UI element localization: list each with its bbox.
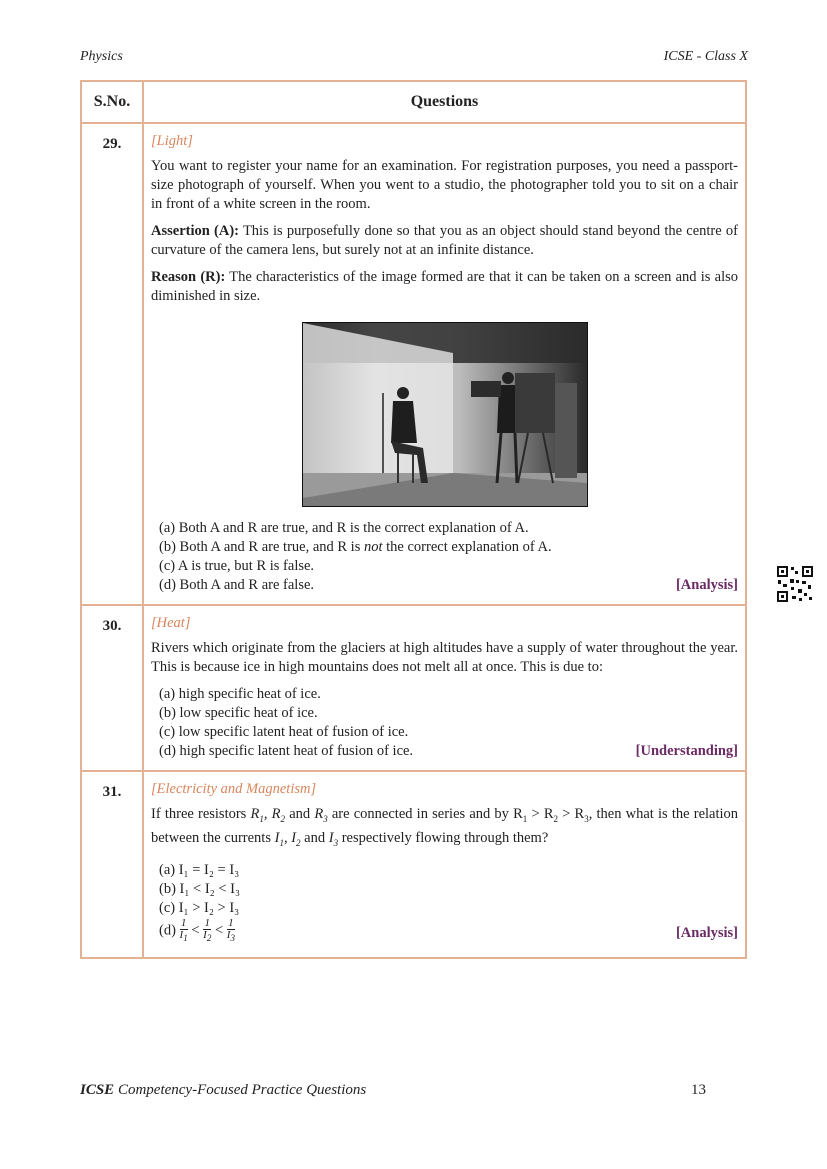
reason-text: Reason (R): The characteristics of the image formed are that it can be taken on a screen and is also diminished in size. <box>151 269 738 304</box>
question-topic: [Light] <box>151 133 193 149</box>
option-d: (d) high specific latent heat of fusion of ice. [Understanding] <box>159 743 738 759</box>
option-c: (c) I₁ > I₂ > I₃ <box>159 899 240 916</box>
question-body <box>143 605 746 771</box>
options-list <box>159 685 738 761</box>
question-body <box>143 771 746 958</box>
questions-table <box>80 80 747 959</box>
question-number: 29. <box>81 123 143 605</box>
question-paragraph: If three resistors $R_1$, $R_2$ and $R_3$ are connected in series and by $R_1 > R_2 > R_3$, then what is the relation between the currents $I_1$, $I_2$ and $I_3$ respectively flowing through them? <box>151 806 739 848</box>
options-list <box>159 861 738 948</box>
fraction-1: $\frac{1}{I_1}$ <box>179 916 188 943</box>
option-d: (d) $\frac{1}{I_1}$ < $\frac{1}{I_2}$ < $\frac{1}{I_3}$ [Analysis] <box>159 916 738 943</box>
option-b: (b) I₁ < I₂ < I₃ <box>159 880 241 897</box>
question-row-29 <box>81 123 746 605</box>
header-subject: Physics <box>80 49 123 64</box>
option-b: (b) low specific heat of ice. <box>159 705 318 721</box>
question-row-30 <box>81 605 746 771</box>
header-class: ICSE - Class X <box>663 49 748 64</box>
fraction-3: $\frac{1}{I_3}$ <box>226 916 235 943</box>
question-body <box>143 123 746 605</box>
question-row-31 <box>81 771 746 958</box>
cognitive-tag: [Understanding] <box>635 743 738 759</box>
photo-studio-image <box>302 322 588 507</box>
options-list <box>159 519 738 595</box>
option-b: (b) Both A and R are true, and R is not the correct explanation of A. <box>159 539 552 555</box>
assertion-text: Assertion (A): This is purposefully done so that you as an object should stand beyond the centre of curvature of the camera lens, but surely not at an infinite distance. <box>151 223 738 258</box>
sno-header: S.No. <box>81 81 143 123</box>
question-paragraph: Rivers which originate from the glaciers at high altitudes have a supply of water throughout the year. This is because ice in high mountains does not melt all at once. This is due to: <box>151 640 738 675</box>
footer-title: ICSE Competency-Focused Practice Questions <box>80 1082 367 1098</box>
question-topic: [Electricity and Magnetism] <box>151 781 317 797</box>
fraction-2: $\frac{1}{I_2}$ <box>203 916 212 943</box>
reason-label: Reason (R): <box>151 269 226 285</box>
option-a: (a) I₁ = I₂ = I₃ <box>159 861 240 878</box>
cognitive-tag: [Analysis] <box>675 577 738 593</box>
option-a: (a) high specific heat of ice. <box>159 686 321 702</box>
question-topic: [Heat] <box>151 615 191 631</box>
table-header-row <box>81 81 746 123</box>
option-d: (d) Both A and R are false. [Analysis] <box>159 577 738 593</box>
option-c: (c) A is true, but R is false. <box>159 558 315 574</box>
questions-header: Questions <box>143 81 746 123</box>
option-a: (a) Both A and R are true, and R is the correct explanation of A. <box>159 520 529 536</box>
question-paragraph: You want to register your name for an examination. For registration purposes, you need a passport-size photograph of yourself. When you went to a studio, the photographer told you to sit on a chair in front of a white screen in the room. <box>151 158 738 212</box>
assertion-label: Assertion (A): <box>151 223 239 239</box>
page-number: 13 <box>691 1082 706 1098</box>
qr-code-icon[interactable] <box>776 565 814 603</box>
question-number: 31. <box>81 771 143 958</box>
question-number: 30. <box>81 605 143 771</box>
option-c: (c) low specific latent heat of fusion of ice. <box>159 724 409 740</box>
cognitive-tag: [Analysis] <box>675 924 738 941</box>
